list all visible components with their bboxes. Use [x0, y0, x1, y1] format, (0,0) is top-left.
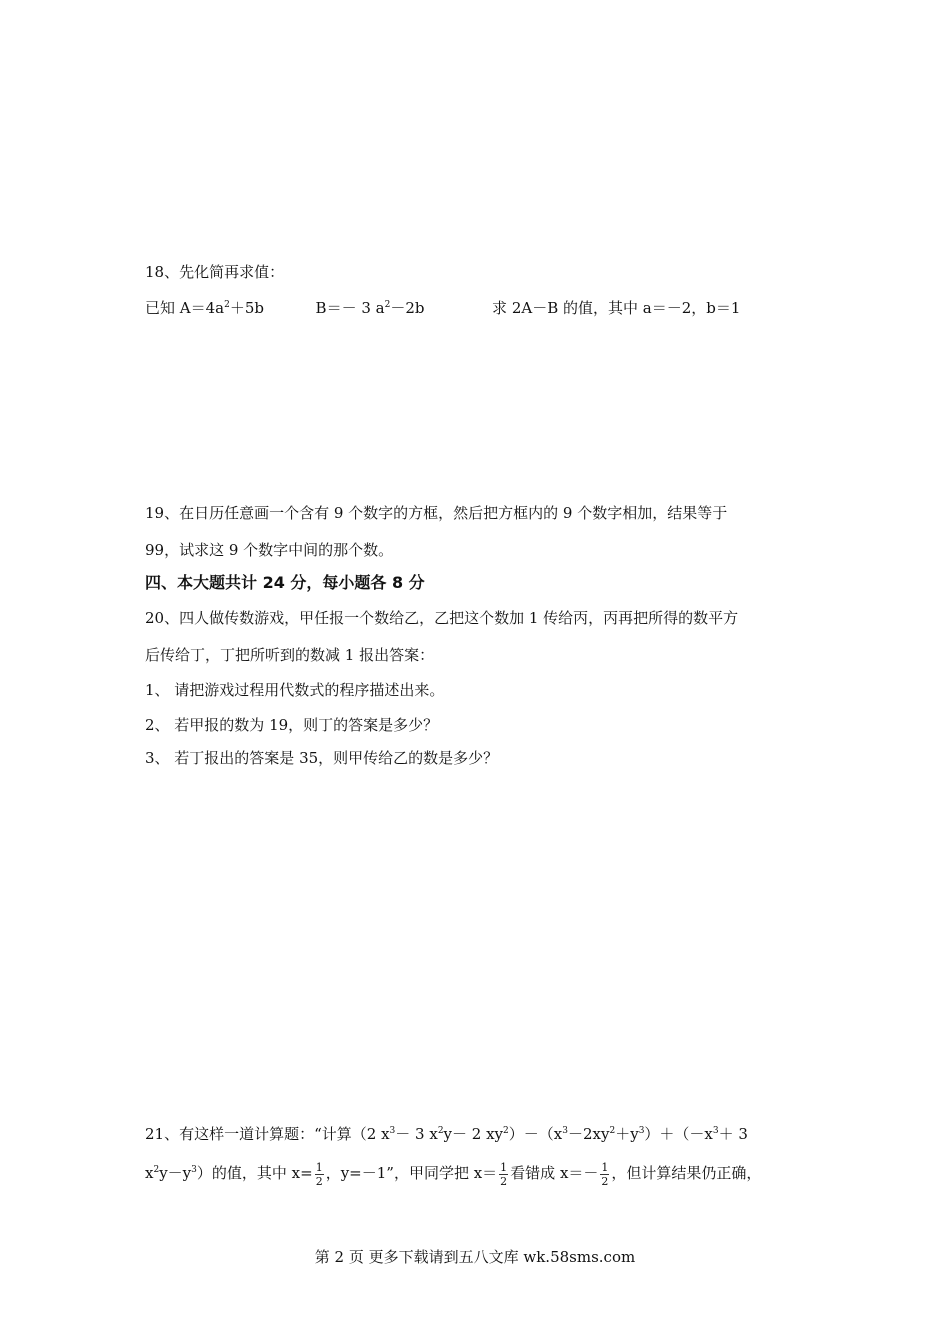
fraction-denominator: 2: [315, 1174, 323, 1188]
q21-exponent: 3: [191, 1165, 197, 1175]
q20-line-2: 后传给丁，丁把所听到的数减 1 报出答案：: [145, 646, 435, 664]
q20-item-3: 3、 若丁报出的答案是 35，则甲传给乙的数是多少？: [145, 749, 499, 767]
section-4-heading: 四、本大题共计 24 分，每小题各 8 分: [145, 573, 425, 592]
q20-item-2: 2、 若甲报的数为 19，则丁的答案是多少？: [145, 716, 439, 734]
q21-text: ，y=－1”，甲同学把 x＝: [325, 1164, 498, 1182]
q18-ask: 求 2A－B 的值，其中 a＝－2，b＝1: [492, 299, 741, 317]
q21-text: ）的值，其中 x=: [196, 1164, 313, 1182]
q21-exponent: 3: [638, 1126, 645, 1136]
q18-a-exponent: 2: [224, 300, 230, 310]
fraction-one-half: [499, 1161, 508, 1188]
q19-line-2: 99，试求这 9 个数字中间的那个数。: [145, 541, 394, 559]
fraction-numerator: 1: [601, 1160, 609, 1174]
q18-b-suffix: －2b: [390, 299, 425, 317]
q21-text: ，但计算结果仍正确，: [611, 1164, 762, 1182]
fraction-one-half: [600, 1161, 609, 1188]
q21-text: ）＋（－x: [644, 1125, 713, 1143]
q21-text: －2xy: [567, 1125, 610, 1143]
q21-text: y－y: [159, 1164, 192, 1182]
q21-text: ）－（x: [508, 1125, 563, 1143]
q21-exponent: 3: [389, 1126, 396, 1136]
fraction-denominator: 2: [601, 1174, 609, 1188]
q21-line-1: [145, 1124, 748, 1144]
fraction-numerator: 1: [315, 1160, 323, 1174]
q19-line-1: 19、在日历任意画一个含有 9 个数字的方框，然后把方框内的 9 个数字相加，结果等于: [145, 504, 728, 522]
q18-expression-line: [145, 298, 740, 318]
fraction-denominator: 2: [500, 1174, 508, 1188]
fraction-one-half: [315, 1161, 324, 1188]
q21-text: x: [145, 1164, 154, 1182]
q18-b-exponent: 2: [384, 300, 391, 310]
q21-exponent: 2: [609, 1126, 616, 1136]
q18-a-suffix: ＋5b: [229, 299, 264, 317]
q18-title: 18、先化简再求值：: [145, 263, 285, 281]
q20-item-1: 1、 请把游戏过程用代数式的程序描述出来。: [145, 681, 445, 699]
q21-text: 21、有这样一道计算题：“计算（2 x: [145, 1125, 390, 1143]
q21-exponent: 2: [437, 1126, 444, 1136]
q21-exponent: 2: [153, 1165, 160, 1175]
q21-line-2: [145, 1158, 761, 1188]
q18-b-prefix: B＝－ 3 a: [315, 299, 385, 317]
q21-exponent: 3: [712, 1126, 719, 1136]
q20-line-1: 20、四人做传数游戏，甲任报一个数给乙，乙把这个数加 1 传给丙，丙再把所得的数平方: [145, 609, 739, 627]
q21-text: － 3 x: [395, 1125, 438, 1143]
q21-text: ＋y: [615, 1125, 639, 1143]
q21-text: 看错成 x＝－: [510, 1164, 599, 1182]
page-footer: 第 2 页 更多下载请到五八文库 wk.58sms.com: [314, 1248, 636, 1266]
q21-text: y－ 2 xy: [443, 1125, 504, 1143]
q21-exponent: 2: [503, 1126, 509, 1136]
fraction-numerator: 1: [500, 1160, 508, 1174]
q21-text: ＋ 3: [718, 1125, 748, 1143]
q21-exponent: 3: [562, 1126, 568, 1136]
q18-a-prefix: 已知 A＝4a: [145, 299, 225, 317]
